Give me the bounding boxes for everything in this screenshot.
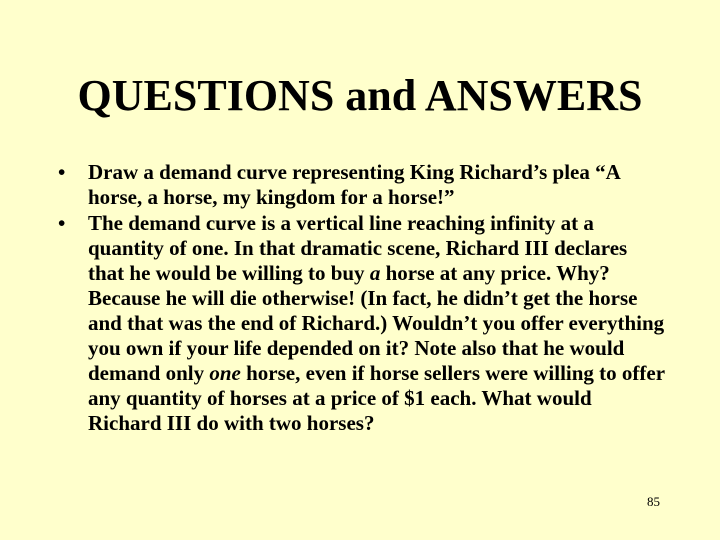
answer-text-part1: The demand curve is a vertical line reaching infinity at a quantity of one. In that dramatic scene, Richard III declares that he would be willing to buy bbox=[88, 211, 628, 285]
bullet-item-answer bbox=[56, 211, 666, 436]
bullet-list bbox=[56, 160, 666, 436]
slide-title: QUESTIONS and ANSWERS bbox=[77, 71, 643, 120]
bullet-icon: • bbox=[58, 160, 66, 184]
answer-text-part2: horse at any price. Why? Because he will die otherwise! (In fact, he didn’t get the horse and that was the end of Richard.) Wouldn’t you offer everything you own if your life depended on it? Note also that he would demand only bbox=[88, 261, 665, 385]
bullet-text-question: Draw a demand curve representing King Richard’s plea “A horse, a horse, my kingdom for a horse!” bbox=[88, 160, 620, 209]
page-number: 85 bbox=[647, 494, 660, 509]
answer-emphasis-a: a bbox=[369, 261, 381, 285]
bullet-icon: • bbox=[58, 211, 66, 235]
bullet-item-question bbox=[56, 160, 666, 210]
answer-emphasis-one: one bbox=[209, 361, 241, 385]
answer-text-part3: horse, even if horse sellers were willing to offer any quantity of horses at a price of $1 each. What would Richard III do with two horses? bbox=[88, 361, 665, 435]
